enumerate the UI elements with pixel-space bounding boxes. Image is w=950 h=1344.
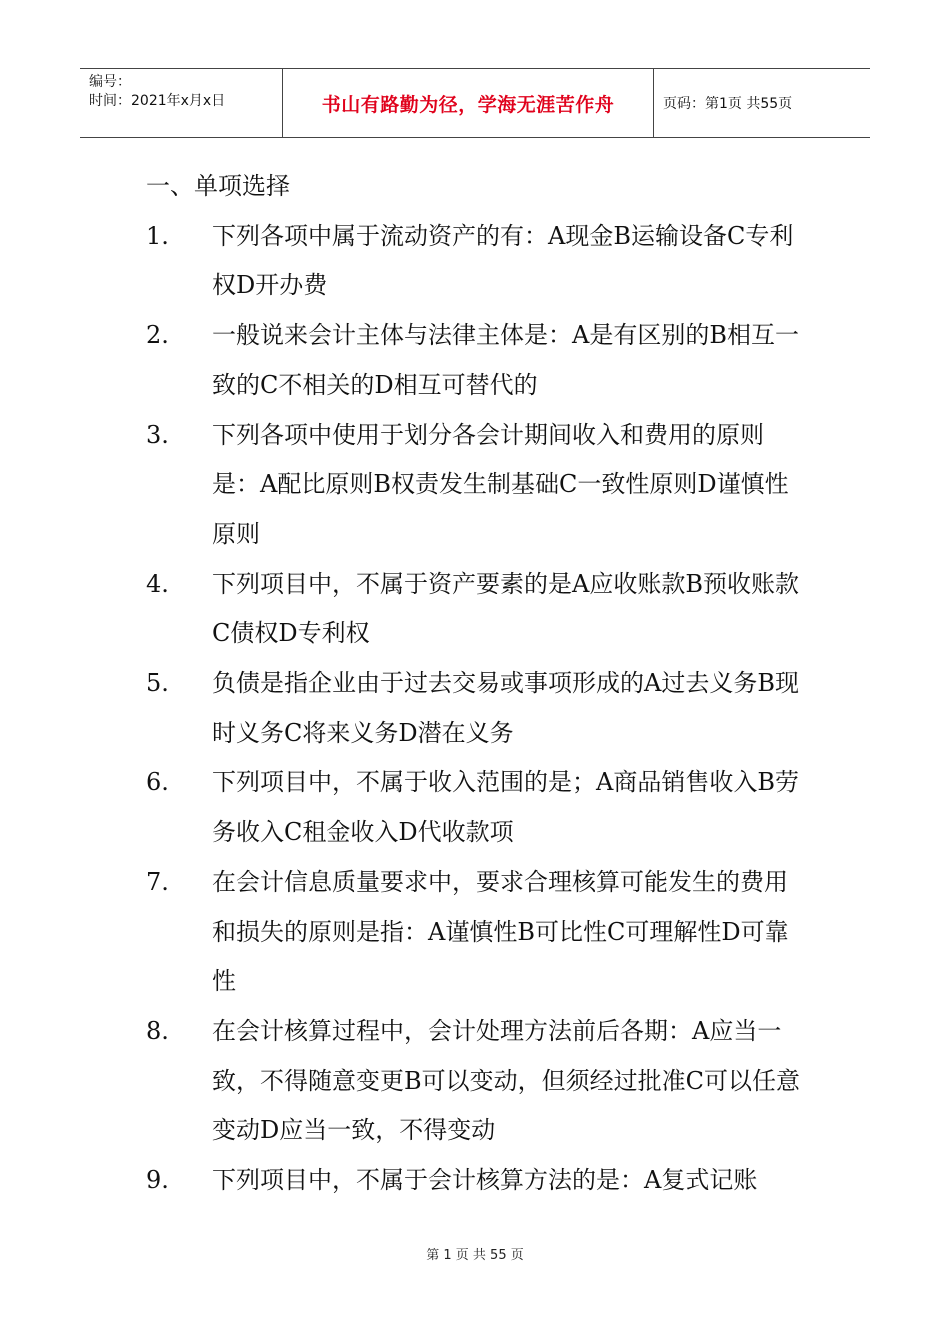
question-item [146,1007,810,1156]
header-meta [80,69,282,137]
question-text: 一般说来会计主体与法律主体是：A是有区别的B相互一致的C不相关的D相互可替代的 [212,321,799,399]
question-item [146,1156,810,1206]
question-number: 9. [146,1166,169,1195]
question-number: 1. [146,221,169,250]
question-item [146,411,810,560]
question-text: 下列项目中，不属于收入范围的是；A商品销售收入B劳务收入C租金收入D代收款项 [212,768,799,847]
question-text: 下列各项中使用于划分各会计期间收入和费用的原则是：A配比原则B权责发生制基础C一致性原则D谨慎性原则 [212,420,789,548]
question-item [146,212,810,311]
question-number: 2. [146,321,169,350]
question-number: 3. [146,420,169,449]
time-label: 时间：2021年x月x日 [89,93,226,109]
question-item [146,560,810,659]
question-item [146,311,810,410]
question-text: 下列项目中，不属于资产要素的是A应收账款B预收账款C债权D专利权 [212,569,799,648]
page-footer: 第 1 页 共 55 页 [426,1248,524,1263]
question-item [146,659,810,758]
page-header [80,68,870,138]
question-number: 5. [146,669,169,698]
question-text: 下列项目中，不属于会计核算方法的是：A复式记账 [212,1166,758,1195]
question-number: 6. [146,768,169,797]
question-item [146,758,810,857]
question-item [146,858,810,1007]
document-body [146,162,810,1206]
serial-label: 编号： [89,74,131,90]
question-number: 7. [146,867,169,896]
header-page-info: 页码：第1页 共55页 [663,96,793,112]
section-title: 一、单项选择 [146,172,290,200]
question-text: 下列各项中属于流动资产的有：A现金B运输设备C专利权D开办费 [212,221,794,300]
header-motto: 书山有路勤为径，学海无涯苦作舟 [282,69,654,137]
question-number: 8. [146,1016,169,1045]
question-text: 负债是指企业由于过去交易或事项形成的A过去义务B现时义务C将来义务D潜在义务 [212,669,799,747]
question-number: 4. [146,569,169,598]
question-text: 在会计核算过程中，会计处理方法前后各期：A应当一致，不得随意变更B可以变动，但须经过批准C可以任意变动D应当一致，不得变动 [212,1016,800,1145]
question-text: 在会计信息质量要求中，要求合理核算可能发生的费用和损失的原则是指：A谨慎性B可比性C可理解性D可靠性 [212,867,789,996]
